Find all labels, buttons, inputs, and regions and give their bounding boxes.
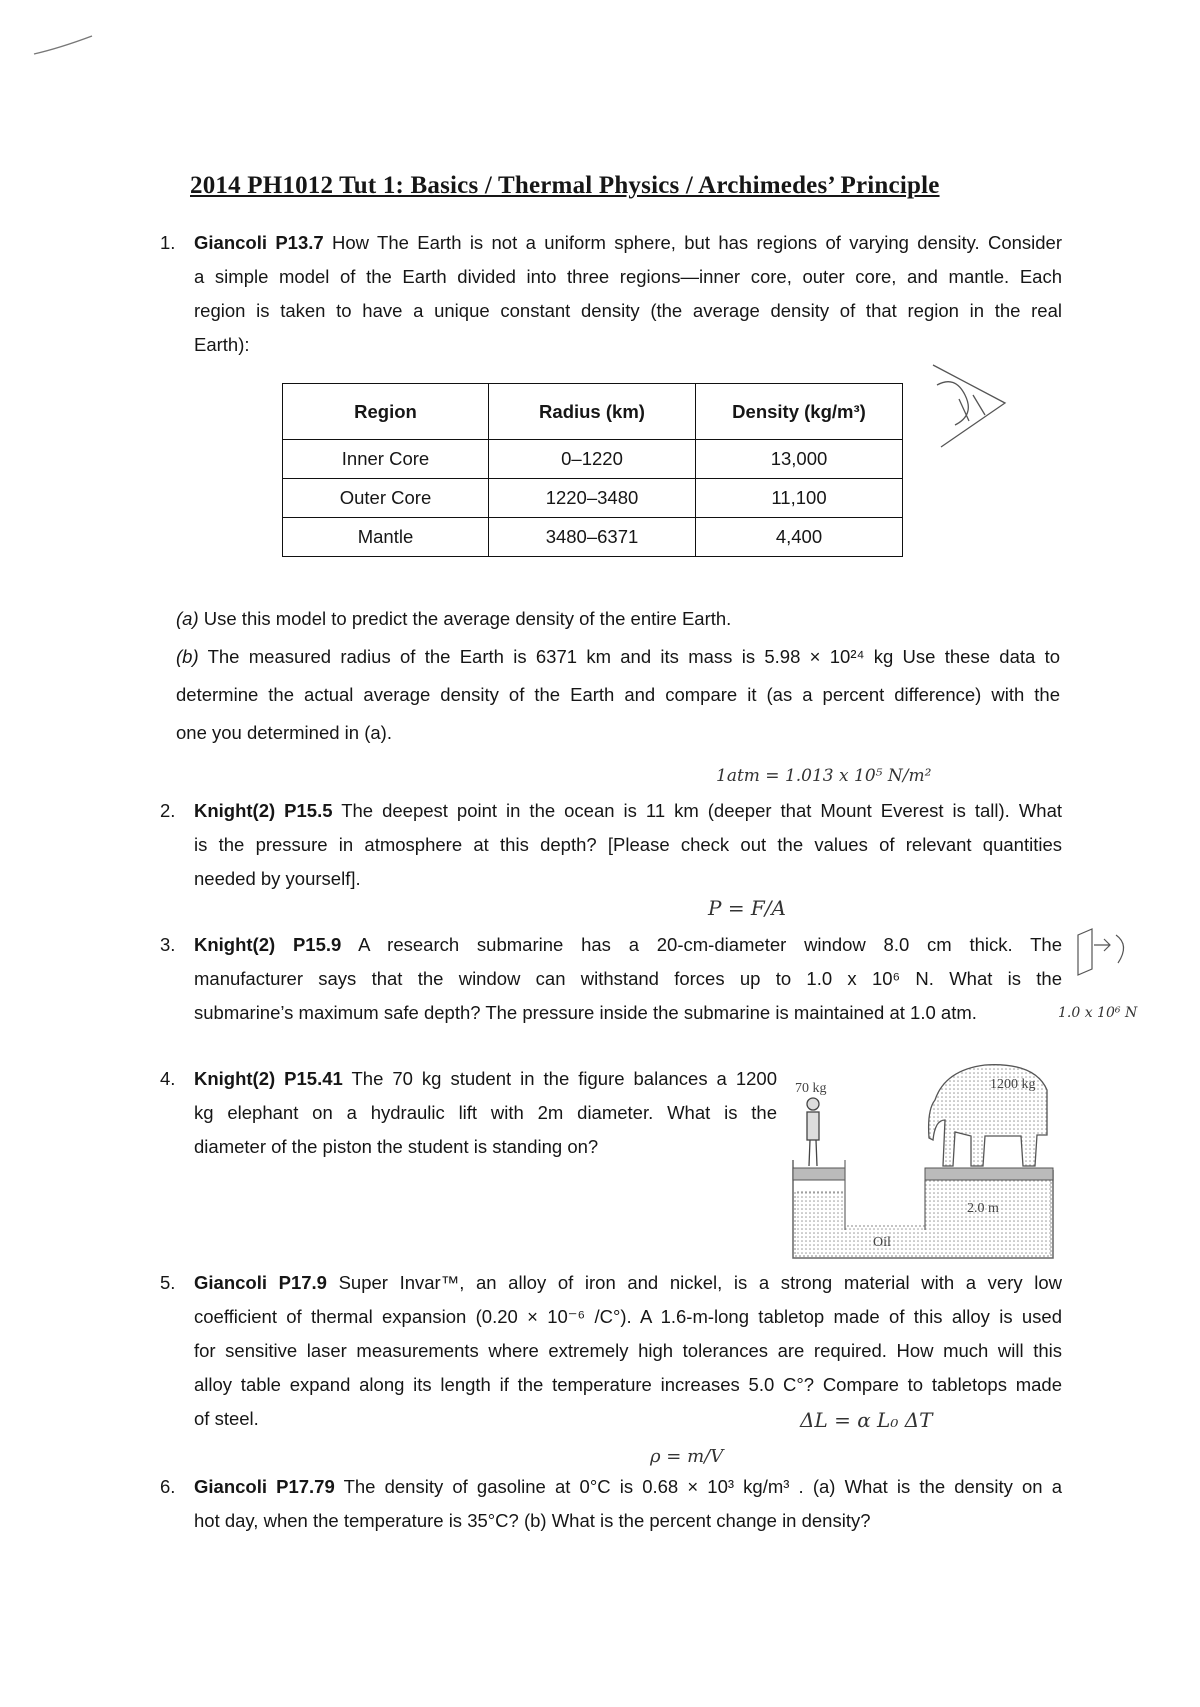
- question-number: 1.: [160, 232, 176, 253]
- handwritten-window-sketch: [1070, 915, 1180, 985]
- question-line: Earth):: [194, 334, 250, 355]
- handwritten-force-note: 1.0 x 10⁶ N: [1058, 1005, 1138, 1021]
- question-source: Giancoli P17.79: [194, 1476, 335, 1497]
- density-table: [282, 383, 903, 557]
- table-cell: 13,000: [696, 440, 903, 479]
- table-cell: 3480–6371: [489, 518, 696, 557]
- question-number: 6.: [160, 1476, 176, 1497]
- question-source: Giancoli P17.9: [194, 1272, 327, 1293]
- table-cell: Outer Core: [283, 479, 489, 518]
- q1-part-b: (b) The measured radius of the Earth is 6371 km and its mass is 5.98 × 10²⁴ kg Use these data to determine the actual average density of the Earth and compare it (as a percent difference) with the one you determined in (a).: [176, 646, 1061, 743]
- question-2: 2. Knight(2) P15.5 The deepest point in the ocean is 11 km (deeper that Mount Everest is tall). What is the pressure in atmosphere at this depth? [Please check out the values of relevant quantities needed by yourself].: [194, 794, 1062, 896]
- student-mass-label: 70 kg: [795, 1081, 827, 1096]
- table-header: Density (kg/m³): [696, 384, 903, 440]
- oil-fluid: [795, 1180, 1051, 1256]
- handwritten-doodle: [925, 355, 1015, 455]
- table-cell: 11,100: [696, 479, 903, 518]
- oil-label: Oil: [873, 1235, 891, 1250]
- large-piston: [925, 1168, 1053, 1180]
- question-1: [160, 226, 1063, 362]
- table-row: [283, 440, 903, 479]
- scan-mark: [30, 30, 100, 60]
- question-line: Giancoli P13.7 How The Earth is not a uniform sphere, but has regions of varying density. Consider: [194, 232, 1063, 253]
- question-number: 3.: [160, 934, 176, 955]
- table-cell: 0–1220: [489, 440, 696, 479]
- handwritten-density-formula: ρ = m/V: [650, 1446, 724, 1467]
- piston-diameter-label: 2.0 m: [967, 1201, 999, 1216]
- hydraulic-lift-figure: [785, 1040, 1060, 1265]
- question-4: 4. Knight(2) P15.41 The 70 kg student in the figure balances a 1200 kg elephant on a hydraulic lift with 2m diameter. What is the diameter of the piston the student is standing on?: [194, 1062, 777, 1164]
- table-header: Radius (km): [489, 384, 696, 440]
- table-cell: 4,400: [696, 518, 903, 557]
- question-source: Giancoli P13.7: [194, 232, 324, 253]
- table-cell: Mantle: [283, 518, 489, 557]
- question-source: Knight(2) P15.5: [194, 800, 333, 821]
- table-row: [283, 479, 903, 518]
- table-cell: Inner Core: [283, 440, 489, 479]
- q1-part-a: (a) Use this model to predict the average density of the entire Earth.: [176, 608, 732, 629]
- question-line: a simple model of the Earth divided into three regions—inner core, outer core, and mantle. Each: [194, 266, 1062, 287]
- question-source: Knight(2) P15.9: [194, 934, 342, 955]
- student-figure: [807, 1098, 819, 1166]
- table-header: Region: [283, 384, 489, 440]
- question-number: 4.: [160, 1068, 176, 1089]
- page-title: 2014 PH1012 Tut 1: Basics / Thermal Physics / Archimedes’ Principle: [190, 172, 940, 199]
- question-5: 5. Giancoli P17.9 Super Invar™, an alloy of iron and nickel, is a strong material with a very low coefficient of thermal expansion (0.20 × 10⁻⁶ /C°). A 1.6-m-long tabletop made of this alloy is used for sensitive laser measurements where extremely high tolerances are required. How much will this alloy table expand along its length if the temperature increases 5.0 C°? Compare to tabletops made of steel.: [194, 1266, 1062, 1436]
- table-row: [283, 518, 903, 557]
- table-header-row: [283, 384, 903, 440]
- elephant-mass-label: 1200 kg: [990, 1077, 1036, 1092]
- table-cell: 1220–3480: [489, 479, 696, 518]
- question-6: 6. Giancoli P17.79 The density of gasoline at 0°C is 0.68 × 10³ kg/m³ . (a) What is the density on a hot day, when the temperature is 35°C? (b) What is the percent change in density?: [194, 1470, 1062, 1538]
- question-number: 2.: [160, 800, 176, 821]
- handwritten-atm-note: 1atm = 1.013 x 10⁵ N/m²: [716, 766, 932, 786]
- question-3: 3. Knight(2) P15.9 A research submarine has a 20-cm-diameter window 8.0 cm thick. The manufacturer says that the window can withstand forces up to 1.0 x 10⁶ N. What is the submarine’s maximum safe depth? The pressure inside the submarine is maintained at 1.0 atm.: [194, 928, 1062, 1030]
- small-piston: [793, 1168, 845, 1180]
- handwritten-expansion-formula: ΔL = α L₀ ΔT: [800, 1408, 933, 1432]
- handwritten-pressure-formula: P = F/A: [708, 896, 786, 920]
- question-source: Knight(2) P15.41: [194, 1068, 343, 1089]
- question-number: 5.: [160, 1272, 176, 1293]
- question-line: region is taken to have a unique constant density (the average density of that region in the real: [194, 300, 1062, 321]
